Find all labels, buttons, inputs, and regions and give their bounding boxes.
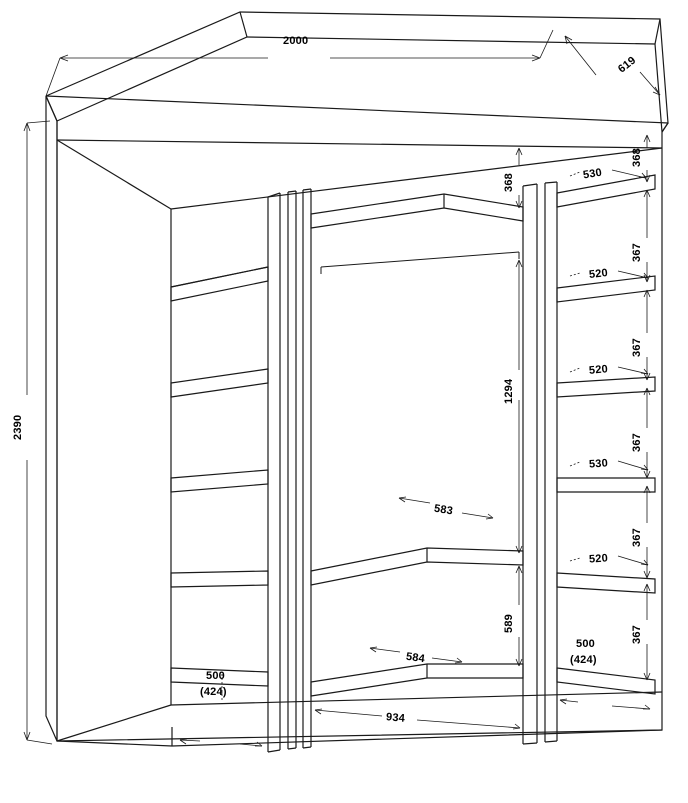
dimension-center-lower-gap: 589 [503, 614, 515, 633]
dimension-center-top-gap: 368 [503, 173, 515, 192]
dimension-left-bottom-width-alt: (424) [200, 686, 227, 698]
dimension-overall-width: 2000 [283, 35, 309, 47]
dimension-center-hanging: 1294 [503, 378, 515, 404]
dimension-right-shelf-height-4: 367 [631, 433, 643, 452]
center-section [311, 182, 557, 744]
dimension-right-shelf-height-6: 367 [631, 625, 643, 644]
dimension-overall-height: 2390 [12, 414, 24, 440]
interior-walls [57, 140, 662, 741]
dimension-right-shelf-width-3: 520 [588, 363, 609, 377]
dimension-right-shelf-height-1: 368 [631, 148, 643, 167]
dimension-right-shelf-width-4: 530 [588, 457, 609, 471]
dimension-right-shelf-width-2: 520 [588, 267, 609, 281]
top-panel [46, 12, 668, 132]
dimension-right-shelf-height-5: 367 [631, 528, 643, 547]
dimension-right-shelf-height-3: 367 [631, 338, 643, 357]
dimension-left-bottom-width: 500 [206, 670, 225, 682]
dimension-right-shelf-width-5: 520 [588, 552, 609, 566]
dimension-center-width: 934 [385, 711, 406, 725]
dimension-right-shelf-height-2: 367 [631, 243, 643, 262]
dimension-right-bottom-width: 500 [576, 638, 595, 650]
left-column-shelves [171, 193, 280, 752]
dimension-right-bottom-width-alt: (424) [570, 654, 597, 666]
dimension-right-shelf-width-1: 530 [582, 166, 603, 182]
center-dividers [288, 189, 311, 749]
dimension-center-shelf-depth-584: 584 [405, 650, 426, 666]
dimension-lines [24, 30, 660, 746]
dimension-overall-depth: 619 [616, 54, 639, 76]
carcass-outline [46, 96, 668, 746]
dimension-center-shelf-depth-583: 583 [433, 502, 454, 518]
